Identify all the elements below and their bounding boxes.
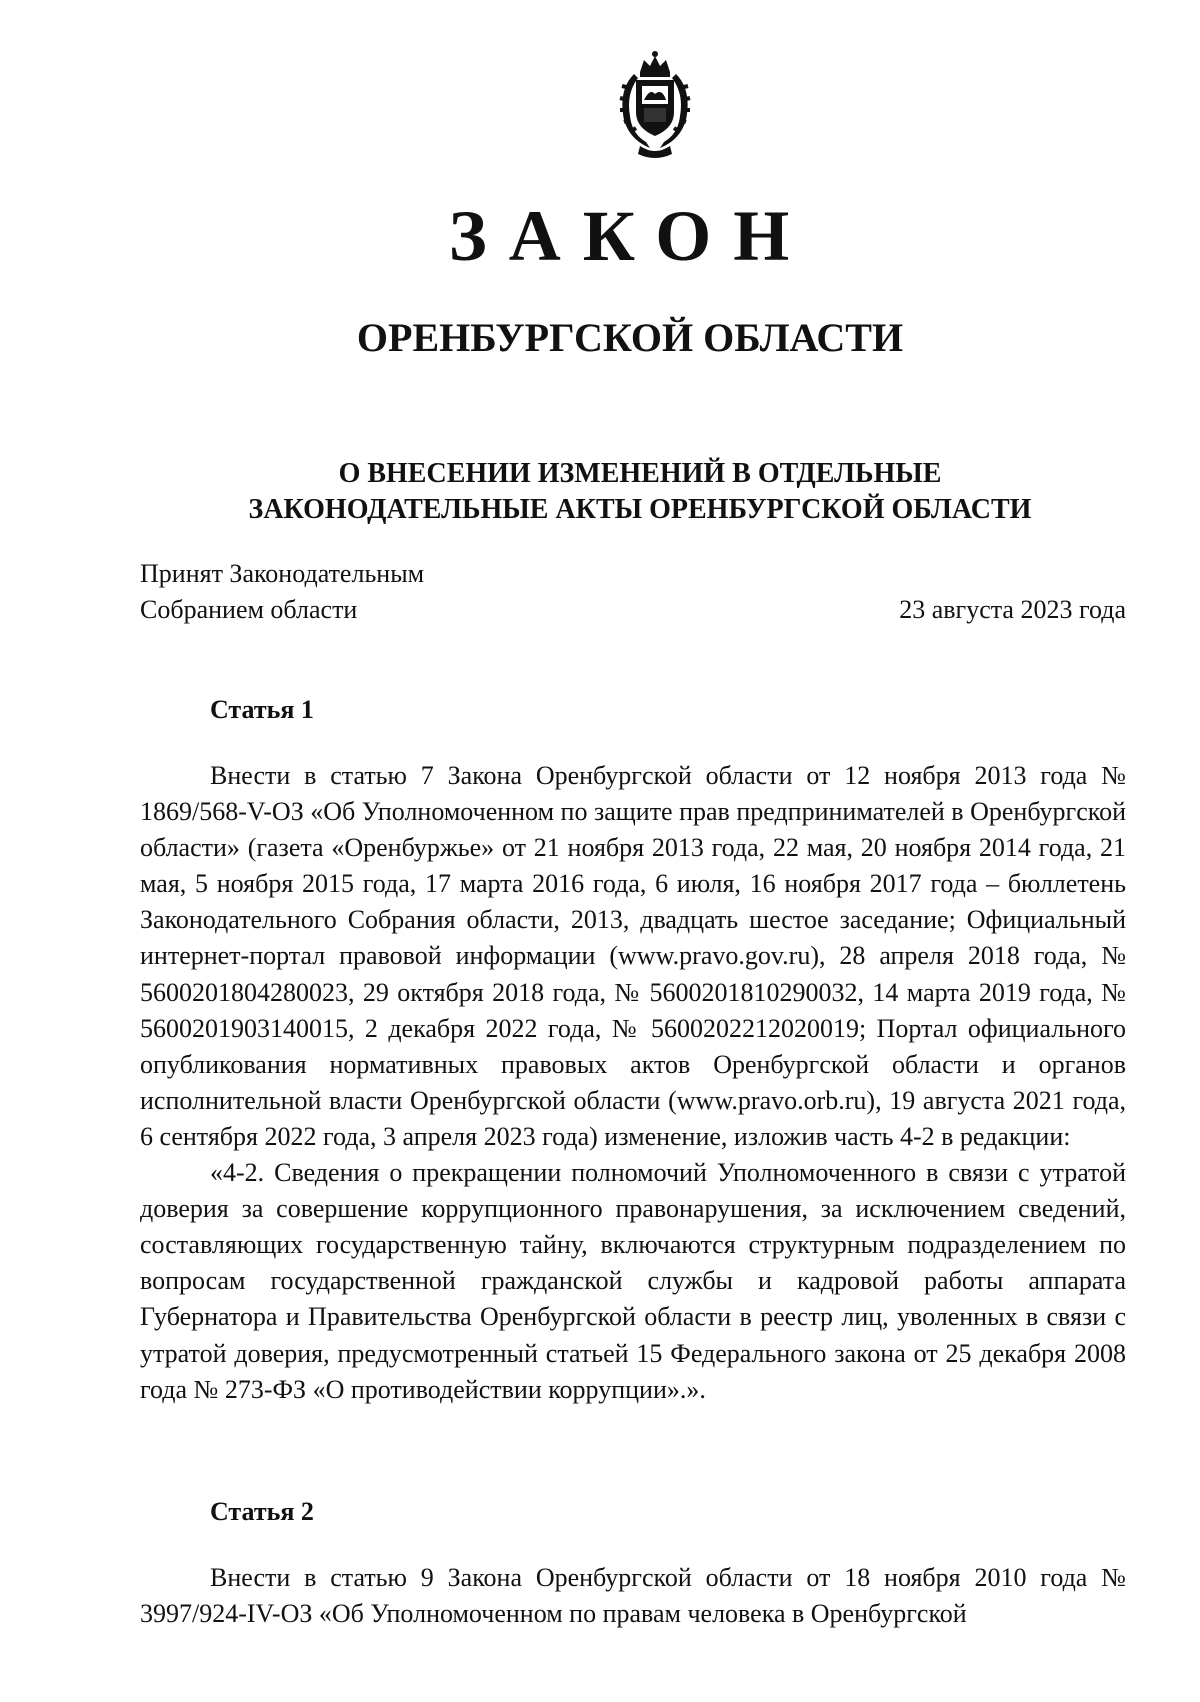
adoption-line-1: Принят Законодательным [140,559,425,588]
law-subject [140,456,1140,528]
article-2-heading: Статья 2 [210,1497,314,1526]
article-1-paragraph-2: «4-2. Сведения о прекращении полномочий Уполномоченного в связи с утратой доверия за совершение коррупционного правонарушения, за исключением сведений, составляющих государственную тайну, включаются структурным подразделением по вопросам государственной гражданской службы и кадровой работы аппарата Губернатора и Правительства Оренбургской области в реестр лиц, уволенных в связи с утратой доверия, предусмотренный статьей 15 Федерального закона от 25 декабря 2008 года № 273-ФЗ «О противодействии коррупции».». [140,1158,1126,1404]
coat-of-arms-icon [610,50,700,160]
article-2-body [140,1560,1126,1632]
law-subject-line-1: О ВНЕСЕНИИ ИЗМЕНЕНИЙ В ОТДЕЛЬНЫЕ [338,458,942,489]
article-1-body [140,758,1126,1408]
article-1-heading: Статья 1 [210,695,314,724]
region-title: ОРЕНБУРГСКОЙ ОБЛАСТИ [356,315,904,360]
article-2-paragraph-1: Внести в статью 9 Закона Оренбургской области от 18 ноября 2010 года № 3997/924-IV-ОЗ «Об Уполномоченном по правам человека в Оренбургской [140,1563,1126,1629]
adoption-note [140,556,424,628]
law-subject-line-2: ЗАКОНОДАТЕЛЬНЫЕ АКТЫ ОРЕНБУРГСКОЙ ОБЛАСТИ [248,494,1032,525]
adoption-line-2: Собранием области [140,595,358,624]
law-title: ЗАКОН [448,196,812,276]
adoption-date: 23 августа 2023 года [899,595,1126,624]
article-1-paragraph-1: Внести в статью 7 Закона Оренбургской области от 12 ноября 2013 года № 1869/568-V-ОЗ «Об Уполномоченном по защите прав предпринимателей в Оренбургской области» (газета «Оренбуржье» от 21 ноября 2013 года, 22 мая, 20 ноября 2014 года, 21 мая, 5 ноября 2015 года, 17 марта 2016 года, 6 июля, 16 ноября 2017 года – бюллетень Законодательного Собрания области, 2013, двадцать шестое заседание; Официальный интернет-портал правовой информации (www.pravo.gov.ru), 28 апреля 2018 года, № 5600201804280023, 29 октября 2018 года, № 5600201810290032, 14 марта 2019 года, № 5600201903140015, 2 декабря 2022 года, № 5600202212020019; Портал официального опубликования нормативных правовых актов Оренбургской области и органов исполнительной власти Оренбургской области (www.pravo.orb.ru), 19 августа 2021 года, 6 сентября 2022 года, 3 апреля 2023 года) изменение, изложив часть 4-2 в редакции: [140,761,1126,1151]
